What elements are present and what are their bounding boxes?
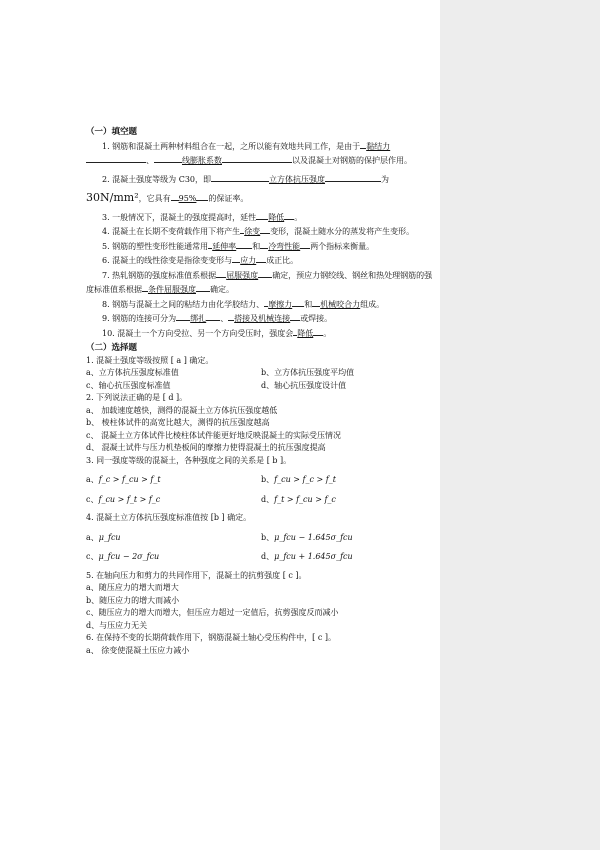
choice-3-stem: 3. 同一强度等级的混凝土，各种强度之间的关系是 [ b ]。 [86, 455, 292, 465]
choice-3-option-a: a、f_c > f_cu > f_t [86, 475, 161, 484]
choice-5-option-d: d、与压应力无关 [86, 620, 148, 630]
choice-6-option-a: a、 徐变使混凝土压应力减小 [86, 645, 190, 655]
choice-1-option-c: c、轴心抗压强度标准值 [86, 380, 171, 390]
question-1: 1. 钢筋和混凝土两种材料组合在一起，之所以能有效地共同工作，是由于 黏结力、 线膨胀系数 以及混凝土对钢筋的保护层作用。 [86, 139, 436, 168]
choice-4-stem: 4. 混凝土立方体抗压强度标准值按 [b ] 确定。 [86, 513, 252, 522]
choice-5-option-a: a、随压应力的增大而增大 [86, 583, 179, 592]
question-4: 4. 混凝土在长期不变荷载作用下将产生 徐变 变形，混凝土随水分的蒸发将产生变形。 [86, 224, 436, 239]
choice-4-options-cd [86, 551, 436, 564]
answer-1b: 线膨胀系数 [182, 156, 222, 165]
choice-1-option-d: d、轴心抗压强度设计值 [261, 380, 347, 390]
question-3: 3. 一般情况下，混凝土的强度提高时，延性 降低 。 [86, 210, 436, 225]
question-10: 10. 混凝土一个方向受拉、另一个方向受压时，强度会 降低 。 [86, 326, 436, 341]
choice-5-option-c: c、随压应力的增大而增大，但压应力超过一定值后，抗剪强度反而减小 [86, 608, 339, 617]
answer-3: 降低 [268, 212, 285, 222]
choice-2-option-a: a、 加载速度越快，测得的混凝土立方体抗压强度越低 [86, 405, 278, 415]
choice-1-option-b: b、立方体抗压强度平均值 [261, 368, 355, 377]
answer-8b: 机械咬合力 [320, 299, 361, 309]
question-7: 7. 热轧钢筋的强度标准值系根据 屈服强度 确定，预应力钢绞线、钢丝和热处理钢筋的强度标准值系根据 条件屈服强度 确定。 [86, 268, 436, 297]
choice-5-option-b: b、随压应力的增大而减小 [86, 595, 180, 605]
choice-1-option-a: a、立方体抗压强度标准值 [86, 368, 179, 377]
choice-2-option-d: d、 混凝土试件与压力机垫板间的摩擦力使得混凝土的抗压强度提高 [86, 443, 326, 452]
question-2-cont: 30N/mm²，它具有 95% 的保证率。 [86, 191, 249, 204]
answer-4: 徐变 [244, 227, 261, 236]
answer-5a: 延伸率 [212, 241, 237, 251]
choice-3-options-cd [86, 494, 436, 507]
answer-1a: 黏结力 [366, 141, 391, 151]
answer-6: 应力 [240, 256, 257, 265]
answer-9a: 绑扎 [190, 314, 207, 323]
choice-4-option-c: c、μ_fcu − 2σ_fcu [86, 552, 160, 561]
answer-10: 降低 [297, 328, 314, 338]
choice-3-options-ab [86, 474, 436, 487]
answer-2a: 立方体抗压强度 [269, 174, 326, 184]
choice-5-stem: 5. 在轴向压力和剪力的共同作用下，混凝土的抗剪强度 [ c ]。 [86, 570, 307, 580]
choice-2-option-b: b、 棱柱体试件的高宽比越大，测得的抗压强度越高 [86, 418, 270, 427]
comment-sidebar [440, 0, 600, 850]
choice-3-option-c: c、f_cu > f_t > f_c [86, 494, 161, 504]
section-title-fill-in: （一）填空题 [86, 127, 138, 137]
document-page [86, 124, 436, 657]
choice-4-option-a: a、μ_fcu [86, 532, 121, 542]
answer-7b: 条件屈服强度 [148, 285, 196, 294]
choice-1-options-cd [86, 380, 436, 393]
choice-4-option-b: b、μ_fcu − 1.645σ_fcu [261, 532, 353, 542]
choice-3-option-d: d、f_t > f_cu > f_c [261, 494, 336, 504]
choice-3-option-b: b、f_cu > f_c > f_t [261, 475, 336, 484]
question-5: 5. 钢筋的塑性变形性能通常用 延伸率 和 冷弯性能 两个指标来衡量。 [86, 239, 436, 254]
choice-2-option-c: c、 混凝土立方体试件比棱柱体试件能更好地反映混凝土的实际受压情况 [86, 430, 342, 440]
answer-5b: 冷弯性能 [268, 241, 301, 251]
choice-1-options-ab [86, 367, 436, 380]
choice-4-options-ab [86, 532, 436, 545]
choice-4-option-d: d、μ_fcu + 1.645σ_fcu [261, 552, 353, 561]
question-2: 2. 混凝土强度等级为 C30，即 立方体抗压强度 为 [86, 172, 436, 187]
strength-value: 30N/mm² [86, 191, 139, 204]
question-9: 9. 钢筋的连接可分为 绑扎 、 搭接及机械连接 或焊接。 [86, 311, 436, 326]
answer-9b: 搭接及机械连接 [234, 314, 291, 323]
answer-7a: 屈服强度 [226, 270, 259, 280]
choice-6-stem: 6. 在保持不变的长期荷载作用下，钢筋混凝土轴心受压构件中，[ c ]。 [86, 633, 336, 642]
choice-2-stem: 2. 下列说法正确的是 [ d ]。 [86, 393, 188, 402]
answer-2b: 95% [178, 194, 197, 203]
question-8: 8. 钢筋与混凝土之间的粘结力由化学胶结力、 摩擦力 和 机械咬合力组成。 [86, 297, 436, 312]
choice-1-stem: 1. 混凝土强度等级按照 [ a ] 确定。 [86, 355, 214, 365]
question-6: 6. 混凝土的线性徐变是指徐变变形与 应力 成正比。 [86, 253, 436, 268]
answer-8a: 摩擦力 [268, 299, 293, 309]
section-title-choice: （二）选择题 [86, 343, 138, 353]
